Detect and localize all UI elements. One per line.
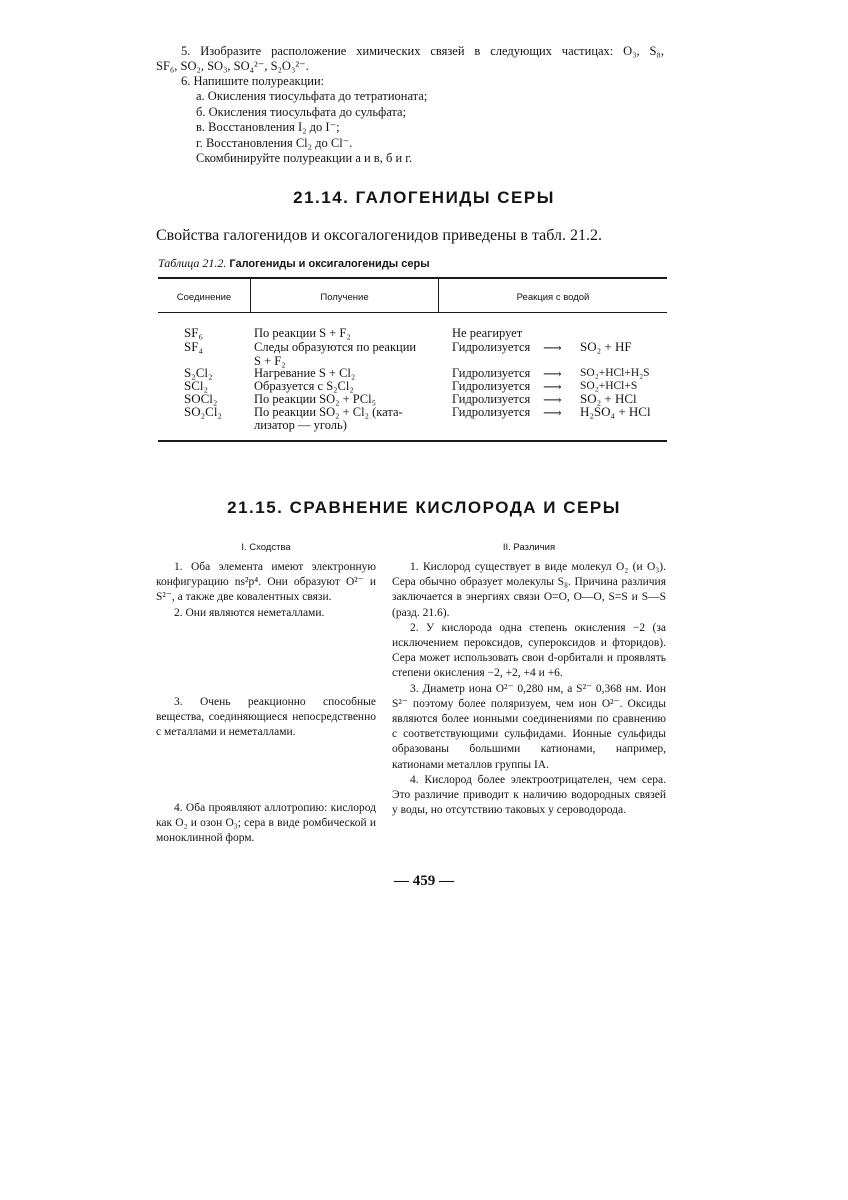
- table-cell-preparation: S + F₂: [254, 354, 286, 368]
- reaction-arrow: ⟶: [543, 366, 562, 381]
- table-cell-reaction: Гидролизуется: [452, 366, 531, 380]
- section-intro: Свойства галогенидов и оксогалогенидов приведены в табл. 21.2.: [156, 227, 602, 244]
- reaction-arrow: ⟶: [543, 379, 562, 394]
- table-header-preparation: Получение: [320, 292, 369, 303]
- page-number: — 459 —: [394, 873, 454, 889]
- table-cell-reaction: Не реагирует: [452, 326, 523, 340]
- table-cell-preparation: По реакции S + F₂: [254, 326, 351, 340]
- section-title-21-15: 21.15. СРАВНЕНИЕ КИСЛОРОДА И СЕРЫ: [227, 498, 621, 517]
- table-caption-prefix: Таблица 21.2.: [158, 256, 227, 270]
- table-bottom-rule: [158, 440, 667, 442]
- table-cell-preparation: Следы образуются по реакции: [254, 340, 417, 354]
- section-title-21-14: 21.14. ГАЛОГЕНИДЫ СЕРЫ: [293, 188, 555, 207]
- table-cell-preparation: По реакции SO₂ + Cl₂ (ката-: [254, 405, 403, 419]
- table-header-rule: [158, 312, 667, 313]
- table-caption: [158, 256, 430, 271]
- question-6-item: г. Восстановления Cl₂ до Cl⁻.: [196, 136, 353, 150]
- difference-item: 3. Диаметр иона O²⁻ 0,280 нм, а S²⁻ 0,368 нм. Ион S²⁻ поэтому более поляризуем, чем ион O²⁻. Оксиды являются более ионными соединениями по сравнению с соответствующими сульфидами. Ионные сульфиды образованы большими катионами, например, катионами металлов группы IA.: [392, 682, 666, 771]
- table-cell-preparation: лизатор — уголь): [254, 418, 347, 432]
- reaction-arrow: ⟶: [543, 340, 562, 355]
- column-heading-similarities: I. Сходства: [241, 542, 291, 553]
- question-6-item: а. Окисления тиосульфата до тетратионата;: [196, 89, 428, 103]
- reaction-arrow: ⟶: [543, 392, 562, 407]
- difference-item: 1. Кислород существует в виде молекул O₂ (и O₃). Сера обычно образует молекулы S₈. Причина различия заключается в энергиях связи O=O, O—O, S=S и S—S (разд. 21.6).: [392, 561, 666, 619]
- table-header-compound: Соединение: [176, 292, 232, 303]
- difference-item: 4. Кислород более электроотрицателен, чем сера. Это различие приводит к наличию водородных связей у воды, но отсутствию таковых у сероводорода.: [392, 773, 666, 817]
- table-header-reaction: Реакция с водой: [516, 292, 590, 303]
- similarity-item: 3. Очень реакционно способные вещества, соединяющиеся непосредственно с металлами и неметаллами.: [156, 696, 376, 739]
- table-cell-reaction: Гидролизуется: [452, 340, 531, 354]
- table-cell-reaction: Гидролизуется: [452, 405, 531, 419]
- similarities-column: [156, 801, 376, 847]
- differences-column: [392, 560, 666, 818]
- question-6-title: 6. Напишите полуреакции:: [181, 74, 325, 88]
- question-6-combine: Скомбинируйте полуреакции а и в, б и г.: [196, 151, 413, 165]
- similarity-item: 4. Оба проявляют аллотропию: кислород как O₂ и озон O₃; сера в виде ромбической и моноклинной форм.: [156, 802, 376, 845]
- table-cell-compound: SO₂Cl₂: [184, 404, 222, 419]
- question-6-item: в. Восстановления I₂ до I⁻;: [196, 120, 340, 134]
- similarities-column: [156, 560, 376, 621]
- table-cell-product: SO₂ + HF: [580, 339, 632, 354]
- table-cell-reaction: Гидролизуется: [452, 379, 531, 393]
- question-6-item: б. Окисления тиосульфата до сульфата;: [196, 105, 407, 119]
- table-cell-reaction: Гидролизуется: [452, 392, 531, 406]
- table-cell-preparation: Нагревание S + Cl₂: [254, 366, 356, 380]
- similarities-column: [156, 695, 376, 741]
- table-cell-compound: SOCl₂: [184, 391, 218, 406]
- table-top-rule: [158, 277, 667, 279]
- similarity-item: 2. Они являются неметаллами.: [174, 606, 325, 619]
- column-heading-differences: II. Различия: [502, 542, 556, 553]
- table-cell-product: H₂SO₄ + HCl: [580, 404, 651, 419]
- table-cell-product: SO₂+HCl+H₂S: [580, 367, 650, 379]
- table-cell-product: SO₂+HCl+S: [580, 380, 638, 392]
- difference-item: 2. У кислорода одна степень окисления −2 (за исключением пероксидов, супероксидов и фторидов). Сера может использовать свои d-орбитали и проявлять степени окисления −2, +2, +4 и +6.: [392, 621, 666, 680]
- table-cell-compound: S₂Cl₂: [184, 365, 213, 380]
- table-cell-preparation: По реакции SO₂ + PCl₅: [254, 392, 376, 406]
- reaction-arrow: ⟶: [543, 405, 562, 420]
- table-cell-compound: SF₄: [184, 339, 203, 354]
- table-cell-compound: SF₆: [184, 325, 203, 340]
- table-cell-product: SO₂ + HCl: [580, 391, 637, 406]
- table-caption-title: Галогениды и оксигалогениды серы: [229, 258, 430, 270]
- question-5-line-1: 5. Изобразите расположение химических связей в следующих частицах: O₃, S₈,: [181, 44, 664, 58]
- table-cell-preparation: Образуется с S₂Cl₂: [254, 379, 354, 393]
- similarity-item: 1. Оба элемента имеют электронную конфигурацию ns²p⁴. Они образуют O²⁻ и S²⁻, а также две ковалентных связи.: [156, 561, 376, 604]
- table-cell-compound: SCl₂: [184, 378, 209, 393]
- question-5-line-2: SF₆, SO₂, SO₃, SO₄²⁻, S₂O₃²⁻.: [156, 59, 309, 73]
